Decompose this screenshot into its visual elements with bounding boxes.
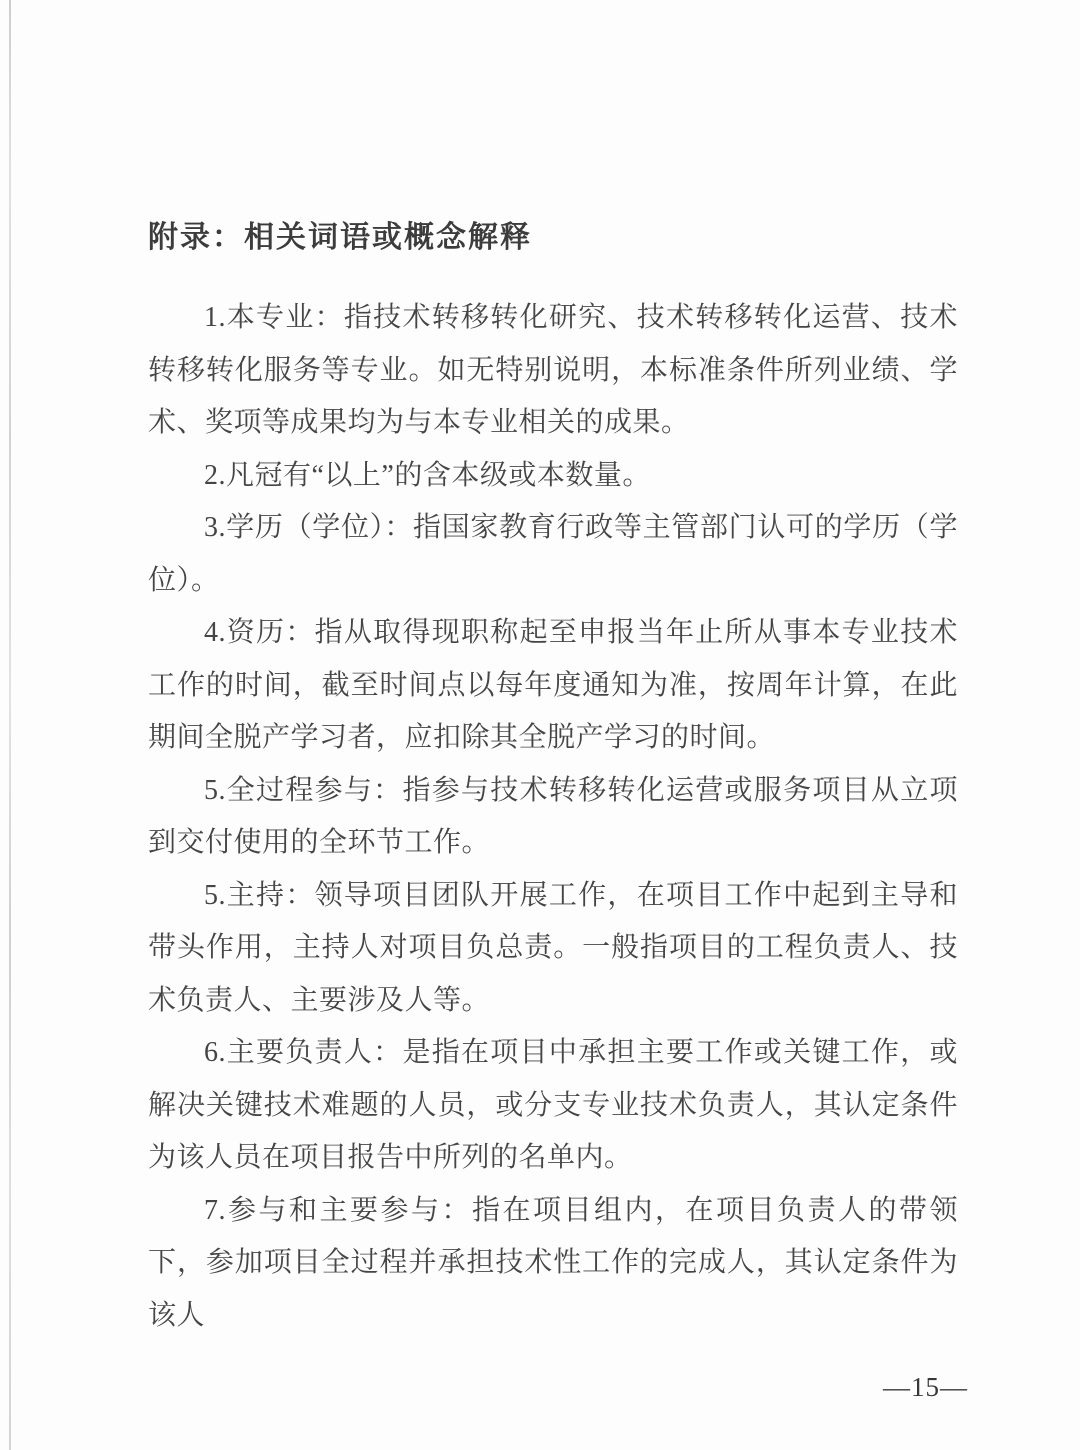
definition-paragraph: 3.学历（学位）：指国家教育行政等主管部门认可的学历（学位）。 xyxy=(148,512,958,596)
appendix-title: 附录：相关词语或概念解释 xyxy=(148,221,532,255)
definition-paragraph: 1.本专业：指技术转移转化研究、技术转移转化运营、技术转移转化服务等专业。如无特别说明，本标准条件所列业绩、学术、奖项等成果均为与本专业相关的成果。 xyxy=(148,302,958,438)
page-number: —15— xyxy=(883,1372,968,1402)
definition-paragraph: 2.凡冠有“以上”的含本级或本数量。 xyxy=(204,459,651,491)
scan-edge-artifact xyxy=(9,0,11,1450)
definition-paragraph: 5.主持：领导项目团队开展工作，在项目工作中起到主导和带头作用，主持人对项目负总责。一般指项目的工程负责人、技术负责人、主要涉及人等。 xyxy=(148,879,958,1016)
definition-paragraph: 6.主要负责人：是指在项目中承担主要工作或关键工作，或解决关键技术难题的人员，或分支专业技术负责人，其认定条件为该人员在项目报告中所列的名单内。 xyxy=(148,1037,958,1173)
definition-paragraph: 4.资历：指从取得现职称起至申报当年止所从事本专业技术工作的时间，截至时间点以每年度通知为准，按周年计算，在此期间全脱产学习者，应扣除其全脱产学习的时间。 xyxy=(148,617,958,753)
document-body xyxy=(148,292,958,1342)
definition-paragraph: 7.参与和主要参与：指在项目组内，在项目负责人的带领下，参加项目全过程并承担技术性工作的完成人，其认定条件为该人 xyxy=(148,1194,958,1331)
definition-paragraph: 5.全过程参与：指参与技术转移转化运营或服务项目从立项到交付使用的全环节工作。 xyxy=(148,774,958,858)
